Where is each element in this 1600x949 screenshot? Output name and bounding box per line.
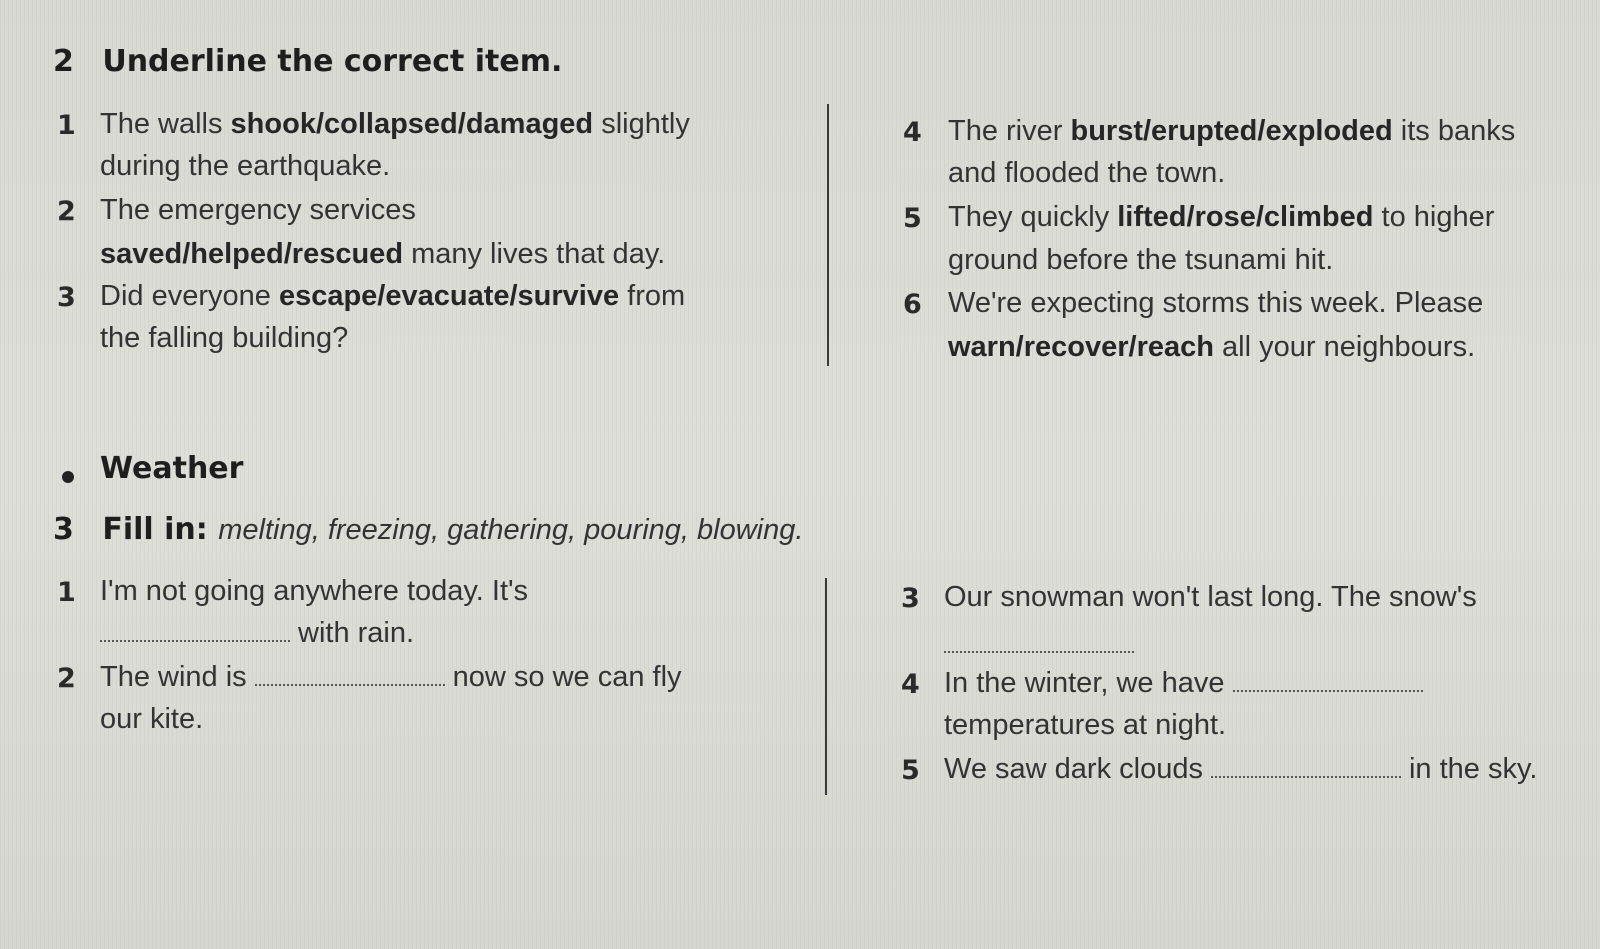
word-choices: warn/recover/reach	[948, 331, 1214, 363]
column-divider	[825, 578, 827, 795]
section-3-heading	[53, 512, 803, 547]
sentence-text: We saw dark clouds	[944, 753, 1203, 785]
section-number: 2	[53, 44, 74, 79]
sentence-text: in the sky.	[1408, 753, 1538, 785]
sentence-text: its banks	[1392, 115, 1516, 147]
exercise-line	[100, 108, 690, 141]
answer-blank[interactable]	[944, 651, 1134, 653]
exercise-line: ground before the tsunami hit.	[948, 244, 1334, 276]
answer-blank-line[interactable]	[944, 640, 1134, 658]
sentence-text: In the winter, we have	[944, 667, 1225, 699]
item-number: 3	[901, 583, 920, 614]
exercise-line	[944, 753, 1537, 786]
exercise-line: and flooded the town.	[948, 157, 1226, 189]
section-number: 3	[53, 512, 74, 547]
item-number: 1	[57, 110, 76, 141]
sentence-text: The walls	[100, 108, 231, 140]
exercise-line: our kite.	[100, 703, 204, 735]
sentence-text: with rain.	[298, 617, 415, 649]
exercise-line	[100, 617, 414, 650]
word-choices: burst/erupted/exploded	[1070, 115, 1393, 147]
word-choices: shook/collapsed/damaged	[230, 108, 594, 140]
sentence-text: The river	[948, 115, 1071, 147]
sentence-text: many lives that day.	[403, 238, 666, 270]
section-2-heading	[53, 44, 562, 79]
exercise-line	[100, 661, 682, 694]
word-bank: melting, freezing, gathering, pouring, blowing.	[218, 514, 804, 546]
exercise-line	[100, 238, 665, 271]
answer-blank[interactable]	[1233, 690, 1423, 692]
section-label: Fill in:	[102, 512, 208, 547]
answer-blank[interactable]	[255, 684, 445, 686]
item-number: 5	[903, 203, 922, 234]
word-choices: lifted/rose/climbed	[1117, 201, 1374, 233]
item-number: 3	[57, 282, 76, 313]
sentence-text: from	[619, 280, 686, 312]
item-number: 4	[901, 669, 920, 700]
sentence-text: all your neighbours.	[1213, 331, 1476, 363]
exercise-line	[948, 331, 1475, 364]
item-number: 2	[57, 663, 76, 694]
item-number: 2	[57, 196, 76, 227]
bullet-icon	[62, 471, 74, 483]
sentence-text: They quickly	[948, 201, 1118, 233]
sentence-text: slightly	[593, 108, 690, 140]
sentence-text: now so we can fly	[452, 661, 682, 693]
item-number: 6	[903, 289, 922, 320]
exercise-line: We're expecting storms this week. Please	[948, 287, 1484, 319]
word-choices: escape/evacuate/survive	[278, 280, 620, 312]
column-divider	[827, 104, 829, 366]
item-number: 1	[57, 577, 76, 608]
exercise-line	[100, 280, 685, 313]
sentence-text: to higher	[1373, 201, 1495, 233]
item-number: 5	[901, 755, 920, 786]
exercise-line: I'm not going anywhere today. It's	[100, 575, 529, 607]
exercise-line: The emergency services	[100, 194, 416, 226]
exercise-line: temperatures at night.	[944, 709, 1227, 741]
exercise-line: Our snowman won't last long. The snow's	[944, 581, 1477, 613]
item-number: 4	[903, 117, 922, 148]
exercise-line	[948, 201, 1494, 234]
answer-blank[interactable]	[1211, 776, 1401, 778]
exercise-line	[944, 667, 1431, 700]
answer-blank[interactable]	[100, 640, 290, 642]
section-title: Underline the correct item.	[102, 44, 563, 79]
sentence-text: Did everyone	[100, 280, 279, 312]
exercise-line	[948, 115, 1515, 148]
sentence-text: The wind is	[100, 661, 247, 693]
exercise-line: the falling building?	[100, 322, 349, 354]
word-choices: saved/helped/rescued	[100, 238, 404, 270]
exercise-line: during the earthquake.	[100, 150, 391, 182]
weather-heading: Weather	[100, 451, 244, 486]
